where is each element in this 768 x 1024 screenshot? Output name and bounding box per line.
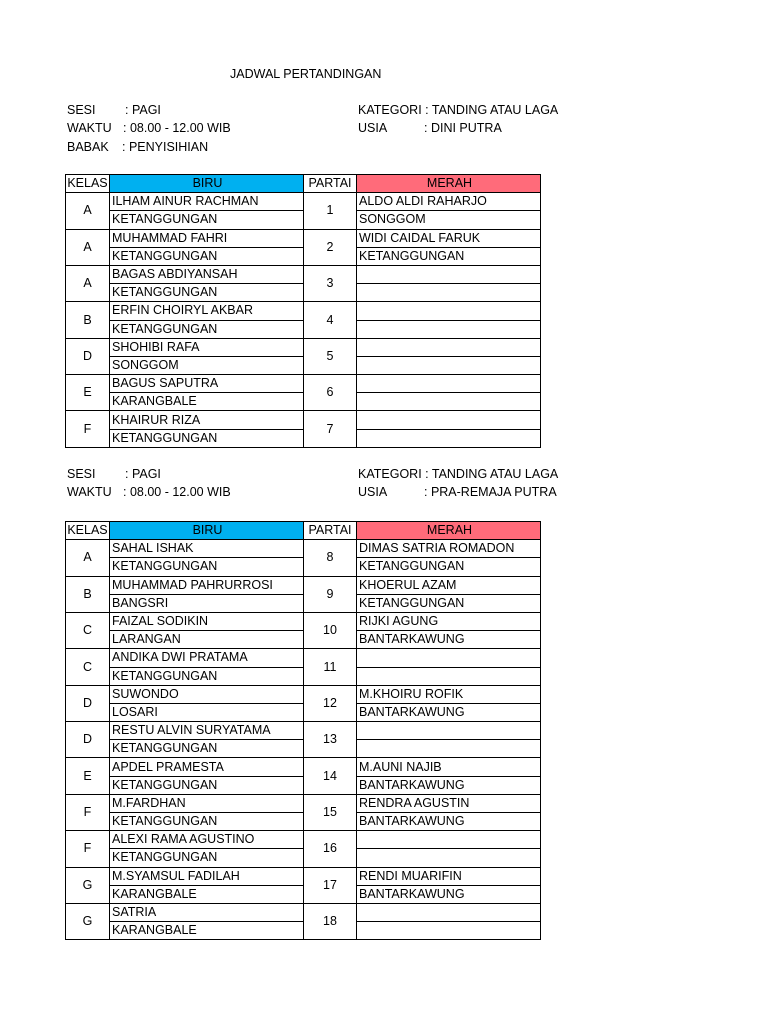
- usia-value: : PRA-REMAJA PUTRA: [424, 485, 557, 499]
- kelas-cell: D: [66, 338, 110, 374]
- merah-name-cell: [357, 338, 541, 356]
- table-row: [66, 211, 541, 229]
- biru-name-cell: BAGUS SAPUTRA: [110, 375, 304, 393]
- biru-name-cell: M.FARDHAN: [110, 794, 304, 812]
- merah-team-cell: [357, 356, 541, 374]
- kelas-cell: F: [66, 831, 110, 867]
- partai-cell: 9: [304, 576, 357, 612]
- merah-team-cell: [357, 429, 541, 447]
- table-row: [66, 631, 541, 649]
- usia-value: : DINI PUTRA: [424, 121, 502, 135]
- kelas-cell: D: [66, 722, 110, 758]
- biru-name-cell: APDEL PRAMESTA: [110, 758, 304, 776]
- biru-team-cell: KARANGBALE: [110, 393, 304, 411]
- merah-name-cell: [357, 411, 541, 429]
- partai-cell: 15: [304, 794, 357, 830]
- merah-name-cell: [357, 265, 541, 283]
- babak-value: : PENYISIHIAN: [122, 140, 209, 154]
- biru-team-cell: KETANGGUNGAN: [110, 667, 304, 685]
- table-header-row: [66, 175, 541, 193]
- merah-name-cell: RENDI MUARIFIN: [357, 867, 541, 885]
- partai-cell: 5: [304, 338, 357, 374]
- kelas-cell: G: [66, 867, 110, 903]
- kelas-cell: C: [66, 649, 110, 685]
- waktu-label: WAKTU: [67, 485, 112, 499]
- merah-name-cell: M.AUNI NAJIB: [357, 758, 541, 776]
- header-biru: BIRU: [110, 175, 304, 193]
- merah-team-cell: [357, 849, 541, 867]
- partai-cell: 2: [304, 229, 357, 265]
- kelas-cell: F: [66, 794, 110, 830]
- table-row: [66, 667, 541, 685]
- table-row: [66, 594, 541, 612]
- biru-name-cell: FAIZAL SODIKIN: [110, 612, 304, 630]
- merah-team-cell: KETANGGUNGAN: [357, 594, 541, 612]
- biru-team-cell: KETANGGUNGAN: [110, 558, 304, 576]
- biru-name-cell: ILHAM AINUR RACHMAN: [110, 193, 304, 211]
- table-row: [66, 849, 541, 867]
- merah-name-cell: WIDI CAIDAL FARUK: [357, 229, 541, 247]
- header-biru: BIRU: [110, 522, 304, 540]
- sesi-value: : PAGI: [125, 103, 161, 117]
- schedule-table-2: [65, 521, 541, 940]
- table-row: [66, 393, 541, 411]
- partai-cell: 16: [304, 831, 357, 867]
- header-merah: MERAH: [357, 522, 541, 540]
- biru-team-cell: KARANGBALE: [110, 922, 304, 940]
- partai-cell: 14: [304, 758, 357, 794]
- waktu-line-1: [67, 121, 231, 135]
- sesi-value: : PAGI: [125, 467, 161, 481]
- page-title: JADWAL PERTANDINGAN: [230, 67, 382, 81]
- waktu-label: WAKTU: [67, 121, 112, 135]
- table-row: [66, 302, 541, 320]
- merah-name-cell: M.KHOIRU ROFIK: [357, 685, 541, 703]
- table-row: [66, 922, 541, 940]
- usia-line-1: [358, 121, 502, 135]
- kelas-cell: A: [66, 540, 110, 576]
- biru-name-cell: ALEXI RAMA AGUSTINO: [110, 831, 304, 849]
- merah-name-cell: DIMAS SATRIA ROMADON: [357, 540, 541, 558]
- header-kelas: KELAS: [66, 175, 110, 193]
- biru-name-cell: BAGAS ABDIYANSAH: [110, 265, 304, 283]
- biru-name-cell: RESTU ALVIN SURYATAMA: [110, 722, 304, 740]
- kelas-cell: G: [66, 903, 110, 939]
- biru-team-cell: SONGGOM: [110, 356, 304, 374]
- sesi-label: SESI: [67, 103, 96, 117]
- table-header-row: [66, 522, 541, 540]
- biru-team-cell: KETANGGUNGAN: [110, 211, 304, 229]
- biru-team-cell: KETANGGUNGAN: [110, 813, 304, 831]
- partai-cell: 1: [304, 193, 357, 229]
- table-row: [66, 612, 541, 630]
- usia-line-2: [358, 485, 557, 499]
- biru-name-cell: SUWONDO: [110, 685, 304, 703]
- merah-team-cell: [357, 393, 541, 411]
- table-row: [66, 903, 541, 921]
- biru-name-cell: KHAIRUR RIZA: [110, 411, 304, 429]
- biru-name-cell: ERFIN CHOIRYL AKBAR: [110, 302, 304, 320]
- biru-team-cell: KETANGGUNGAN: [110, 320, 304, 338]
- biru-team-cell: KETANGGUNGAN: [110, 776, 304, 794]
- table-row: [66, 193, 541, 211]
- kelas-cell: A: [66, 193, 110, 229]
- merah-team-cell: BANTARKAWUNG: [357, 813, 541, 831]
- merah-team-cell: BANTARKAWUNG: [357, 885, 541, 903]
- kategori-line-1: KATEGORI : TANDING ATAU LAGA: [358, 103, 559, 117]
- merah-team-cell: BANTARKAWUNG: [357, 631, 541, 649]
- merah-name-cell: [357, 903, 541, 921]
- table-row: [66, 740, 541, 758]
- babak-label: BABAK: [67, 140, 109, 154]
- table-row: [66, 558, 541, 576]
- biru-team-cell: KETANGGUNGAN: [110, 284, 304, 302]
- merah-name-cell: [357, 375, 541, 393]
- merah-name-cell: KHOERUL AZAM: [357, 576, 541, 594]
- table-row: [66, 229, 541, 247]
- header-merah: MERAH: [357, 175, 541, 193]
- biru-team-cell: BANGSRI: [110, 594, 304, 612]
- merah-team-cell: [357, 320, 541, 338]
- merah-name-cell: ALDO ALDI RAHARJO: [357, 193, 541, 211]
- biru-team-cell: LARANGAN: [110, 631, 304, 649]
- babak-line-1: [67, 140, 208, 154]
- partai-cell: 3: [304, 265, 357, 301]
- kelas-cell: B: [66, 302, 110, 338]
- usia-label: USIA: [358, 485, 388, 499]
- biru-name-cell: MUHAMMAD FAHRI: [110, 229, 304, 247]
- merah-team-cell: [357, 284, 541, 302]
- partai-cell: 13: [304, 722, 357, 758]
- table-row: [66, 758, 541, 776]
- kelas-cell: E: [66, 758, 110, 794]
- biru-name-cell: SAHAL ISHAK: [110, 540, 304, 558]
- table-row: [66, 722, 541, 740]
- waktu-value: : 08.00 - 12.00 WIB: [123, 485, 231, 499]
- merah-team-cell: [357, 667, 541, 685]
- partai-cell: 6: [304, 375, 357, 411]
- table-row: [66, 540, 541, 558]
- table-row: [66, 703, 541, 721]
- biru-team-cell: KETANGGUNGAN: [110, 247, 304, 265]
- header-partai: PARTAI: [304, 522, 357, 540]
- usia-label: USIA: [358, 121, 388, 135]
- table-row: [66, 411, 541, 429]
- biru-name-cell: ANDIKA DWI PRATAMA: [110, 649, 304, 667]
- merah-team-cell: SONGGOM: [357, 211, 541, 229]
- partai-cell: 4: [304, 302, 357, 338]
- merah-team-cell: KETANGGUNGAN: [357, 247, 541, 265]
- table-row: [66, 356, 541, 374]
- biru-name-cell: MUHAMMAD PAHRURROSI: [110, 576, 304, 594]
- kategori-line-2: KATEGORI : TANDING ATAU LAGA: [358, 467, 559, 481]
- partai-cell: 11: [304, 649, 357, 685]
- biru-team-cell: KARANGBALE: [110, 885, 304, 903]
- table-row: [66, 831, 541, 849]
- table-row: [66, 375, 541, 393]
- kelas-cell: F: [66, 411, 110, 447]
- partai-cell: 12: [304, 685, 357, 721]
- merah-team-cell: BANTARKAWUNG: [357, 776, 541, 794]
- merah-team-cell: BANTARKAWUNG: [357, 703, 541, 721]
- partai-cell: 18: [304, 903, 357, 939]
- kelas-cell: A: [66, 265, 110, 301]
- table-row: [66, 885, 541, 903]
- biru-team-cell: LOSARI: [110, 703, 304, 721]
- table-row: [66, 776, 541, 794]
- biru-team-cell: KETANGGUNGAN: [110, 740, 304, 758]
- table-row: [66, 429, 541, 447]
- merah-name-cell: [357, 831, 541, 849]
- table-row: [66, 649, 541, 667]
- kelas-cell: D: [66, 685, 110, 721]
- sesi-line-2: [67, 467, 161, 481]
- sesi-label: SESI: [67, 467, 96, 481]
- kelas-cell: B: [66, 576, 110, 612]
- merah-name-cell: [357, 649, 541, 667]
- table-row: [66, 813, 541, 831]
- merah-name-cell: [357, 722, 541, 740]
- merah-team-cell: [357, 740, 541, 758]
- kelas-cell: E: [66, 375, 110, 411]
- waktu-value: : 08.00 - 12.00 WIB: [123, 121, 231, 135]
- merah-team-cell: KETANGGUNGAN: [357, 558, 541, 576]
- header-partai: PARTAI: [304, 175, 357, 193]
- biru-name-cell: M.SYAMSUL FADILAH: [110, 867, 304, 885]
- partai-cell: 8: [304, 540, 357, 576]
- table-row: [66, 576, 541, 594]
- table-row: [66, 338, 541, 356]
- partai-cell: 7: [304, 411, 357, 447]
- waktu-line-2: [67, 485, 231, 499]
- partai-cell: 17: [304, 867, 357, 903]
- table-row: [66, 794, 541, 812]
- table-row: [66, 284, 541, 302]
- kelas-cell: A: [66, 229, 110, 265]
- biru-team-cell: KETANGGUNGAN: [110, 849, 304, 867]
- partai-cell: 10: [304, 612, 357, 648]
- merah-name-cell: RIJKI AGUNG: [357, 612, 541, 630]
- merah-name-cell: RENDRA AGUSTIN: [357, 794, 541, 812]
- table-row: [66, 320, 541, 338]
- table-row: [66, 247, 541, 265]
- sesi-line-1: [67, 103, 161, 117]
- biru-name-cell: SATRIA: [110, 903, 304, 921]
- schedule-table-1: [65, 174, 541, 448]
- header-kelas: KELAS: [66, 522, 110, 540]
- biru-name-cell: SHOHIBI RAFA: [110, 338, 304, 356]
- merah-name-cell: [357, 302, 541, 320]
- kelas-cell: C: [66, 612, 110, 648]
- table-row: [66, 685, 541, 703]
- biru-team-cell: KETANGGUNGAN: [110, 429, 304, 447]
- table-row: [66, 867, 541, 885]
- merah-team-cell: [357, 922, 541, 940]
- table-row: [66, 265, 541, 283]
